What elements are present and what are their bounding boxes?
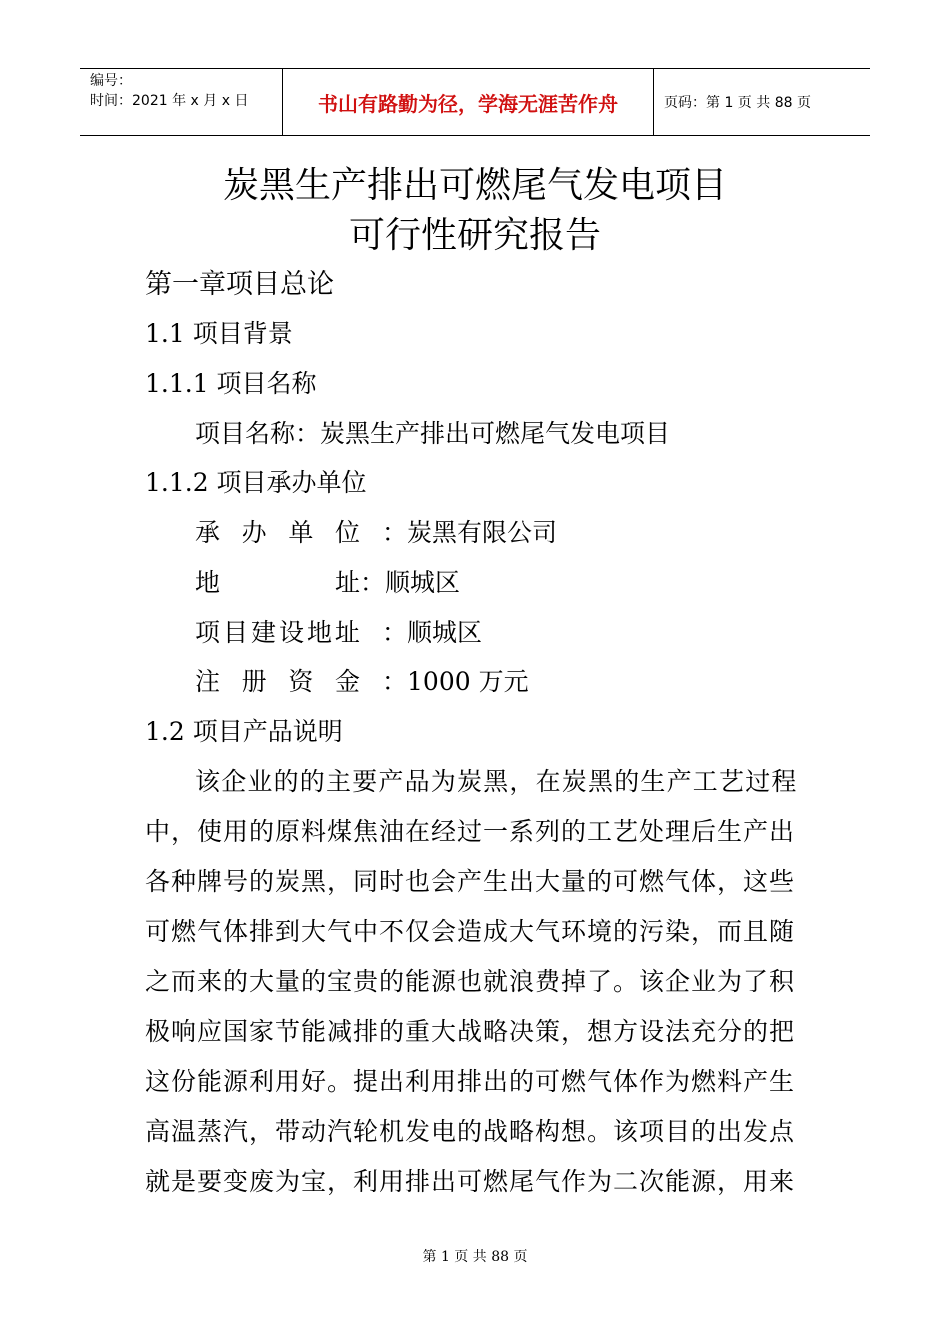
organizer-field-row bbox=[195, 617, 482, 649]
paragraph-line: 极响应国家节能减排的重大战略决策，想方设法充分的把 bbox=[145, 1017, 796, 1046]
page-footer: 第 1 页 共 88 页 bbox=[422, 1249, 528, 1265]
field-label-char: 承 bbox=[195, 518, 221, 547]
paragraph-line: 各种牌号的炭黑，同时也会产生出大量的可燃气体，这些 bbox=[145, 867, 796, 896]
section-heading-1-1-2: 1.1.2 项目承办单位 bbox=[145, 468, 367, 497]
field-colon: ： bbox=[382, 518, 408, 547]
document-time: 时间：2021 年 x 月 x 日 bbox=[90, 93, 249, 109]
field-label bbox=[195, 666, 360, 698]
paragraph-line: 这份能源利用好。提出利用排出的可燃气体作为燃料产生 bbox=[145, 1067, 796, 1096]
field-label-char: 建 bbox=[250, 618, 276, 647]
paragraph-line: 高温蒸汽，带动汽轮机发电的战略构想。该项目的出发点 bbox=[145, 1117, 796, 1146]
field-label-char: 址 bbox=[334, 568, 360, 597]
field-label-char: 址 bbox=[334, 618, 360, 647]
organizer-field-row bbox=[195, 517, 557, 549]
document-title-line-1: 炭黑生产排出可燃尾气发电项目 bbox=[222, 165, 727, 206]
chapter-heading: 第一章项目总论 bbox=[145, 269, 334, 300]
field-label-char: 办 bbox=[241, 518, 267, 547]
paragraph-line: 中，使用的原料煤焦油在经过一系列的工艺处理后生产出 bbox=[145, 817, 796, 846]
organizer-field-row bbox=[195, 567, 460, 599]
paragraph-line: 该企业的的主要产品为炭黑，在炭黑的生产工艺过程 bbox=[195, 767, 798, 796]
field-label-char: 注 bbox=[195, 667, 221, 696]
field-label-char: 金 bbox=[334, 667, 360, 696]
section-heading-1-1: 1.1 项目背景 bbox=[145, 319, 293, 348]
field-label-char: 单 bbox=[288, 518, 314, 547]
header-meta bbox=[80, 69, 282, 135]
paragraph-line: 就是要变废为宝，利用排出可燃尾气作为二次能源，用来 bbox=[145, 1167, 796, 1196]
field-value: 1000 万元 bbox=[407, 667, 529, 696]
header-motto: 书山有路勤为径，学海无涯苦作舟 bbox=[282, 69, 654, 135]
header-page-info: 页码：第 1 页 共 88 页 bbox=[664, 95, 811, 111]
field-label-char: 地 bbox=[306, 618, 332, 647]
page-header bbox=[80, 68, 870, 136]
field-label-char: 地 bbox=[195, 568, 221, 597]
project-name-line: 项目名称：炭黑生产排出可燃尾气发电项目 bbox=[195, 419, 671, 448]
field-value: 炭黑有限公司 bbox=[407, 518, 558, 547]
document-number: 编号： bbox=[90, 73, 132, 89]
field-label bbox=[195, 617, 360, 649]
field-colon: ： bbox=[382, 667, 408, 696]
document-title-line-2: 可行性研究报告 bbox=[348, 215, 601, 256]
field-value: 顺城区 bbox=[407, 618, 483, 647]
organizer-field-row bbox=[195, 666, 529, 698]
field-colon: ： bbox=[382, 618, 408, 647]
field-label bbox=[195, 517, 360, 549]
field-label-char: 资 bbox=[288, 667, 314, 696]
field-label-char: 位 bbox=[334, 518, 360, 547]
paragraph-line: 之而来的大量的宝贵的能源也就浪费掉了。该企业为了积 bbox=[145, 967, 796, 996]
section-heading-1-2: 1.2 项目产品说明 bbox=[145, 717, 343, 746]
field-label-char: 设 bbox=[278, 618, 304, 647]
field-label bbox=[195, 567, 360, 599]
field-label-char: 目 bbox=[222, 618, 248, 647]
field-value: 顺城区 bbox=[385, 568, 461, 597]
paragraph-line: 可燃气体排到大气中不仅会造成大气环境的污染，而且随 bbox=[145, 917, 796, 946]
field-label-char: 册 bbox=[241, 667, 267, 696]
section-heading-1-1-1: 1.1.1 项目名称 bbox=[145, 369, 317, 398]
field-label-char: 项 bbox=[195, 618, 221, 647]
field-colon: ： bbox=[360, 568, 386, 597]
